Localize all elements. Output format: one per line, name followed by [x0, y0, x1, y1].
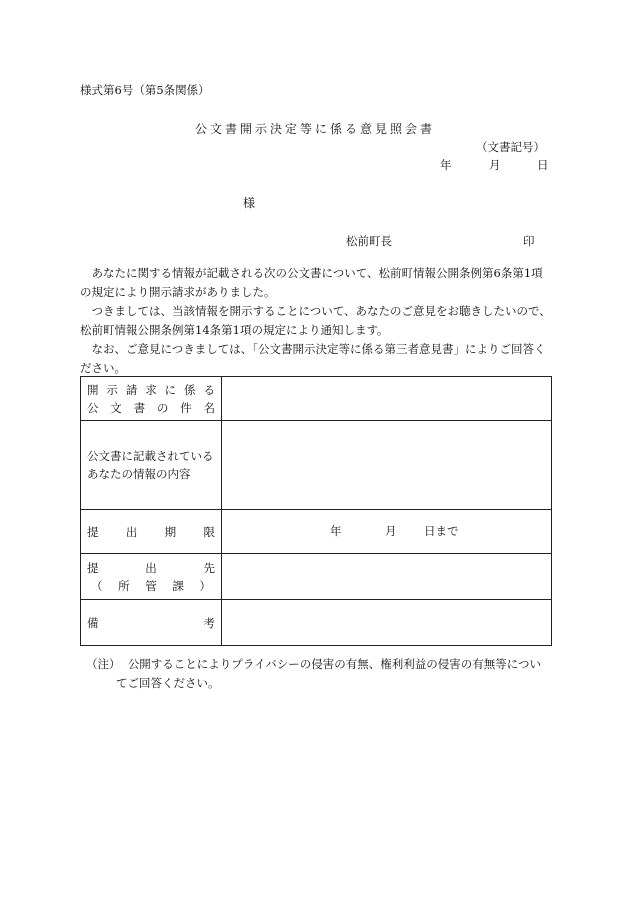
submit-to-value-cell[interactable]: [222, 554, 552, 600]
subject-label-line2: [87, 399, 215, 417]
body-paragraph: つきましては、当該情報を開示することについて、あなたのご意見をお聴きしたいので、松前町情報公開条例第14条第1項の規定により通知します。: [80, 304, 551, 337]
note-line1: [86, 655, 556, 674]
subject-label-a: 開 示 請 求 に 係 る: [87, 382, 215, 397]
document-code: （文書記号）: [476, 140, 545, 154]
date-month-label: 月: [489, 158, 501, 172]
submit-to-label-cell: [81, 554, 222, 600]
remarks-label-cell: [81, 600, 222, 646]
body-paragraph: あなたに関する情報が記載される次の公文書について、松前町情報公開条例第6条第1項の規定により開示請求がありました。: [80, 266, 543, 299]
body-text: [80, 264, 552, 378]
table-row: [81, 377, 552, 421]
sender-name: 松前町長: [346, 234, 392, 248]
remarks-label: 備 考: [87, 615, 215, 630]
note-line2: てご回答ください。: [116, 676, 220, 690]
info-content-label: 公文書に記載されているあなたの情報の内容: [87, 449, 214, 481]
deadline-label-cell: [81, 510, 222, 554]
note-marker: （注）: [86, 657, 121, 671]
info-content-label-cell: [81, 421, 222, 510]
submit-to-label: 提 出 先: [87, 560, 215, 575]
note: [86, 655, 556, 693]
subject-label-b: 公 文 書 の 件 名: [87, 400, 215, 415]
body-paragraph: なお、ご意見につきましては、「公文書開示決定等に係る第三者意見書」によりご回答ください。: [80, 342, 546, 375]
deadline-until: 日まで: [424, 523, 459, 538]
note-text-1: 公開することによりプライバシーの侵害の有無、権利利益の侵害の有無等につい: [127, 657, 542, 671]
table-row: [81, 421, 552, 510]
document-title: 公文書開示決定等に係る意見照会書: [194, 122, 435, 136]
date-year-label: 年: [440, 158, 452, 172]
table-row: [81, 600, 552, 646]
subject-value-cell[interactable]: [222, 377, 552, 421]
deadline-label: 提 出 期 限: [87, 524, 215, 539]
info-content-value-cell[interactable]: [222, 421, 552, 510]
deadline-year: 年: [330, 523, 342, 538]
table-row: [81, 510, 552, 554]
addressee-honorific: 様: [243, 196, 256, 210]
date-day-label: 日: [537, 158, 549, 172]
subject-label-cell: [81, 377, 222, 421]
subject-label-line1: [87, 381, 215, 399]
table-row: [81, 554, 552, 600]
department-label: （ 所 管 課 ）: [91, 578, 211, 593]
form-number: 様式第6号（第5条関係）: [80, 83, 210, 97]
deadline-value-cell[interactable]: [222, 510, 552, 554]
remarks-value-cell[interactable]: [222, 600, 552, 646]
deadline-month: 月: [385, 523, 397, 538]
info-table: [80, 376, 552, 646]
seal-mark: 印: [523, 234, 535, 248]
